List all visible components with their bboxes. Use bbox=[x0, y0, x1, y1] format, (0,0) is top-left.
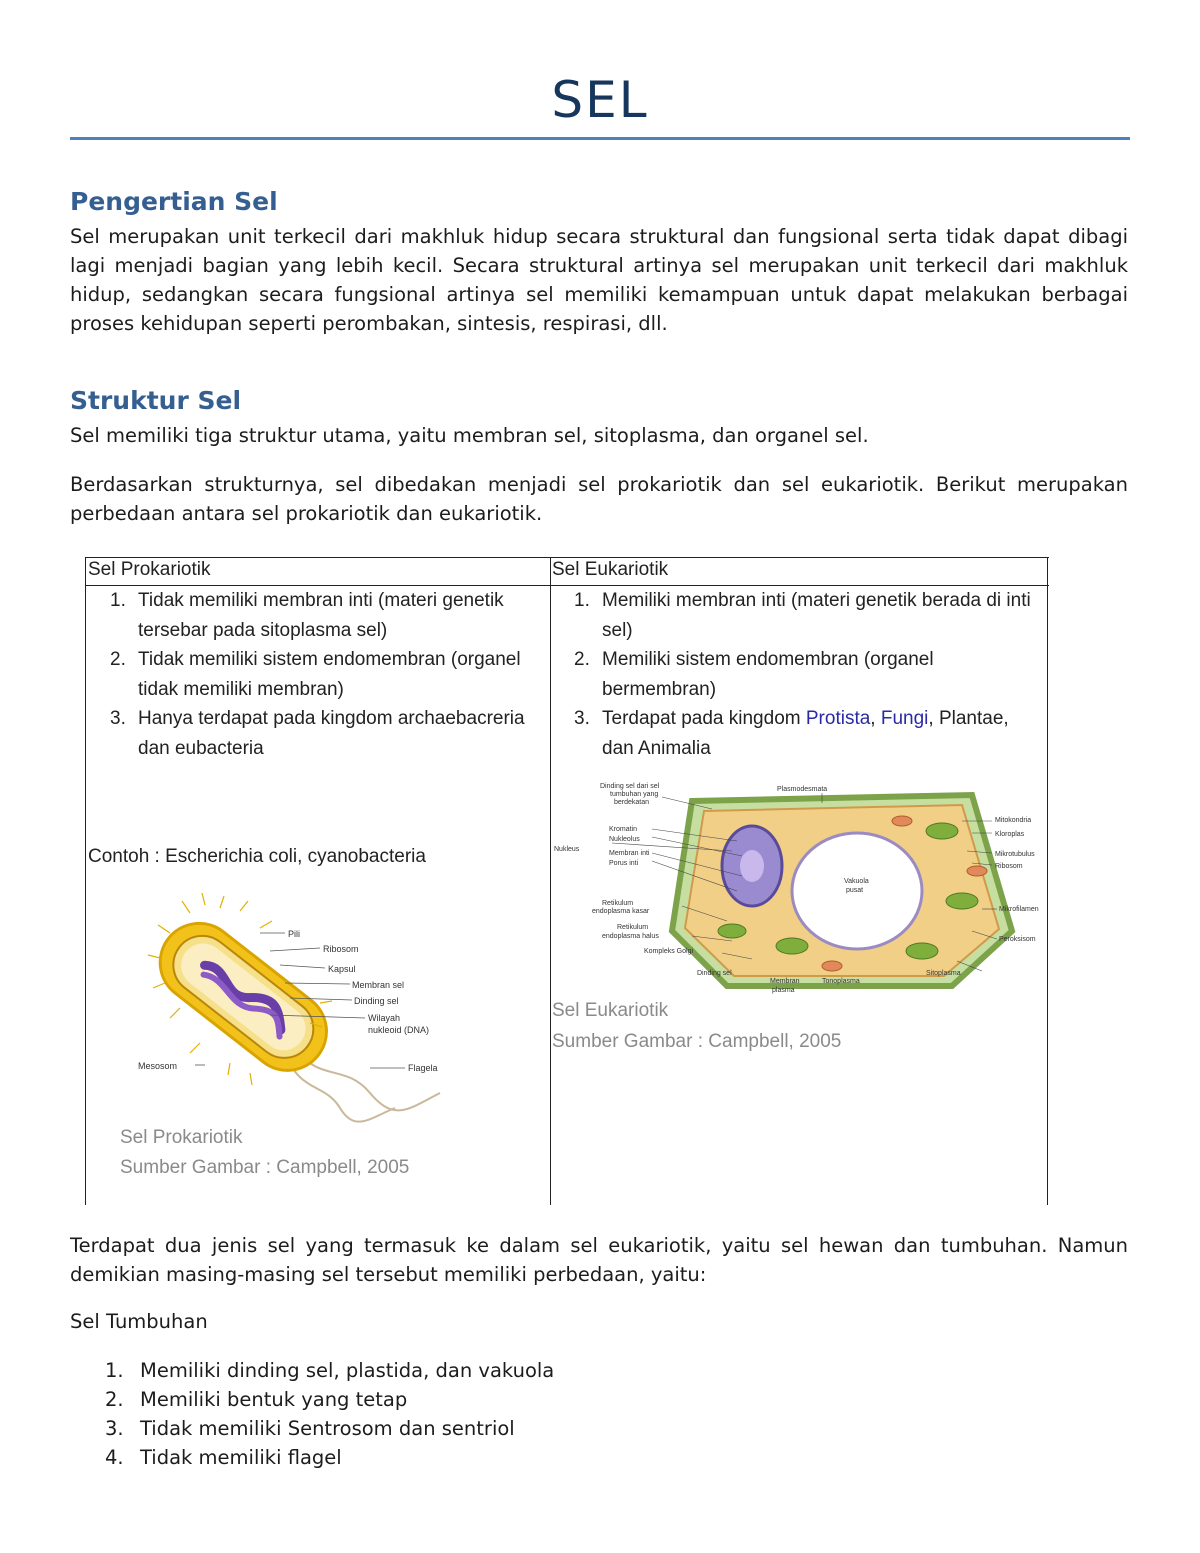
label-kromatin: Kromatin bbox=[609, 826, 638, 833]
item-text: Tidak memiliki Sentrosom dan sentriol bbox=[140, 1417, 515, 1440]
item-number: 1. bbox=[110, 590, 126, 611]
comparison-table bbox=[85, 548, 1049, 1205]
item-number: 4. bbox=[105, 1446, 124, 1469]
label-membran-sel: Membran sel bbox=[352, 980, 405, 990]
label-mitokondria: Mitokondria bbox=[995, 817, 1032, 824]
list-item bbox=[110, 586, 545, 645]
label-membran: Membran bbox=[770, 978, 800, 985]
prokaryote-cell-figure bbox=[120, 893, 495, 1123]
item-text: Tidak memiliki membran inti (materi genetik tersebar pada sitoplasma sel) bbox=[138, 590, 504, 641]
item-number: 3. bbox=[574, 708, 590, 729]
source-prokariotik: Sumber Gambar : Campbell, 2005 bbox=[120, 1157, 410, 1178]
item-text: Terdapat pada kingdom bbox=[602, 708, 806, 729]
label-endoplasma-kasar: endoplasma kasar bbox=[592, 908, 650, 915]
list-item bbox=[105, 1356, 554, 1385]
item-text: , bbox=[870, 708, 876, 729]
label-flagela: Flagela bbox=[408, 1063, 438, 1073]
item-number: 1. bbox=[574, 590, 590, 611]
list-item bbox=[574, 586, 1044, 645]
list-item bbox=[110, 704, 545, 763]
label-berdekatan: berdekatan bbox=[614, 799, 650, 806]
list-item bbox=[574, 704, 1044, 763]
label-nukleus: Nukleus bbox=[554, 846, 580, 853]
caption-prokariotik: Sel Prokariotik bbox=[120, 1127, 243, 1148]
item-number: 3. bbox=[110, 708, 126, 729]
example-prokariotik: Contoh : Escherichia coli, cyanobacteria bbox=[88, 846, 426, 867]
table-top-border bbox=[85, 557, 1049, 558]
header-eukariotik: Sel Eukariotik bbox=[552, 559, 669, 580]
item-number: 3. bbox=[105, 1417, 124, 1440]
item-number: 2. bbox=[105, 1388, 124, 1411]
item-text: Tidak memiliki flagel bbox=[140, 1446, 342, 1469]
label-kloroplas: Kloroplas bbox=[995, 831, 1025, 838]
link-fungi[interactable]: Fungi bbox=[880, 708, 929, 729]
label-porus-inti: Porus inti bbox=[609, 860, 639, 867]
eukaryote-cell-figure bbox=[552, 781, 1044, 1001]
heading-struktur-sel: Struktur Sel bbox=[70, 386, 242, 415]
label-dinding-sel: Dinding sel bbox=[354, 996, 399, 1006]
label-nukleolus: Nukleolus bbox=[609, 836, 640, 843]
list-item bbox=[105, 1443, 554, 1472]
list-item bbox=[574, 645, 1044, 704]
title-underline bbox=[70, 137, 1130, 140]
item-number: 2. bbox=[110, 649, 126, 670]
label-membran-inti: Membran inti bbox=[609, 850, 650, 857]
label-kapsul: Kapsul bbox=[328, 964, 356, 974]
item-text: Hanya terdapat pada kingdom archaebacreria dan eubacteria bbox=[138, 708, 525, 759]
label-dinding-sel-euk: Dinding sel bbox=[697, 970, 732, 977]
label-plasmodesmata: Plasmodesmata bbox=[777, 786, 828, 793]
paragraph-dua-jenis: Terdapat dua jenis sel yang termasuk ke dalam sel eukariotik, yaitu sel hewan dan tumbuhan. Namun demikian masing-masing sel tersebut memiliki perbedaan, yaitu: bbox=[70, 1234, 1128, 1286]
page-title: SEL bbox=[551, 71, 649, 129]
label-dinding-sel-dari: Dinding sel dari sel bbox=[600, 783, 660, 790]
list-item bbox=[110, 645, 545, 704]
label-tumbuhan-yang: tumbuhan yang bbox=[610, 791, 659, 798]
link-protista[interactable]: Protista bbox=[805, 708, 871, 729]
label-plasma: plasma bbox=[772, 987, 795, 994]
item-number: 2. bbox=[574, 649, 590, 670]
item-text: , Plantae, dan Animalia bbox=[602, 708, 1009, 759]
label-mikrotubulus: Mikrotubulus bbox=[995, 851, 1035, 858]
list-eukariotik bbox=[574, 586, 1044, 763]
caption-eukariotik: Sel Eukariotik bbox=[552, 1000, 669, 1021]
item-text: Tidak memiliki sistem endomembran (organel tidak memiliki membran) bbox=[138, 649, 521, 700]
item-number: 1. bbox=[105, 1359, 124, 1382]
label-ribosom-euk: Ribosom bbox=[995, 863, 1023, 870]
label-retikulum-halus: Retikulum bbox=[617, 924, 649, 931]
label-vakuola: Vakuola bbox=[844, 878, 869, 885]
item-text: Memiliki membran inti (materi genetik berada di inti sel) bbox=[602, 590, 1031, 641]
label-nukleoid: nukleoid (DNA) bbox=[368, 1025, 430, 1035]
subheading-sel-tumbuhan: Sel Tumbuhan bbox=[70, 1310, 208, 1333]
header-prokariotik: Sel Prokariotik bbox=[88, 559, 211, 580]
label-sitoplasma: Sitoplasma bbox=[926, 970, 961, 977]
item-text: Memiliki bentuk yang tetap bbox=[140, 1388, 408, 1411]
paragraph-struktur: Sel memiliki tiga struktur utama, yaitu membran sel, sitoplasma, dan organel sel. bbox=[70, 424, 869, 447]
label-mesosom: Mesosom bbox=[138, 1061, 178, 1071]
label-tonoplasma: Tonoplasma bbox=[822, 978, 860, 985]
list-sel-tumbuhan bbox=[105, 1356, 554, 1472]
label-wilayah: Wilayah bbox=[368, 1013, 401, 1023]
source-eukariotik: Sumber Gambar : Campbell, 2005 bbox=[552, 1031, 842, 1052]
heading-pengertian-sel: Pengertian Sel bbox=[70, 187, 278, 216]
paragraph-berdasarkan: Berdasarkan strukturnya, sel dibedakan menjadi sel prokariotik dan sel eukariotik. Berikut merupakan perbedaan antara sel prokariotik dan eukariotik. bbox=[70, 473, 1128, 525]
list-item bbox=[105, 1385, 554, 1414]
label-ribosom: Ribosom bbox=[323, 944, 359, 954]
label-mikrofilamen: Mikrofilamen bbox=[999, 906, 1039, 913]
label-peroksisom: Peroksisom bbox=[999, 936, 1036, 943]
paragraph-pengertian: Sel merupakan unit terkecil dari makhluk hidup secara struktural dan fungsional serta tidak dapat dibagi lagi menjadi bagian yang lebih kecil. Secara struktural artinya sel merupakan unit terkecil dari makhluk hidup, sedangkan secara fungsional artinya sel memiliki kemampuan untuk dapat melakukan berbagai proses kehidupan seperti perombakan, sintesis, respirasi, dll. bbox=[70, 225, 1128, 335]
label-pusat: pusat bbox=[846, 887, 864, 894]
label-pili: Pili bbox=[288, 929, 301, 939]
item-text: Memiliki dinding sel, plastida, dan vakuola bbox=[140, 1359, 555, 1382]
label-golgi: Kompleks Golgi bbox=[644, 948, 694, 955]
label-endoplasma-halus: endoplasma halus bbox=[602, 933, 659, 940]
label-retikulum-kasar: Retikulum bbox=[602, 900, 634, 907]
list-item bbox=[105, 1414, 554, 1443]
item-text: Memiliki sistem endomembran (organel bermembran) bbox=[602, 649, 934, 700]
list-prokariotik bbox=[110, 586, 545, 763]
